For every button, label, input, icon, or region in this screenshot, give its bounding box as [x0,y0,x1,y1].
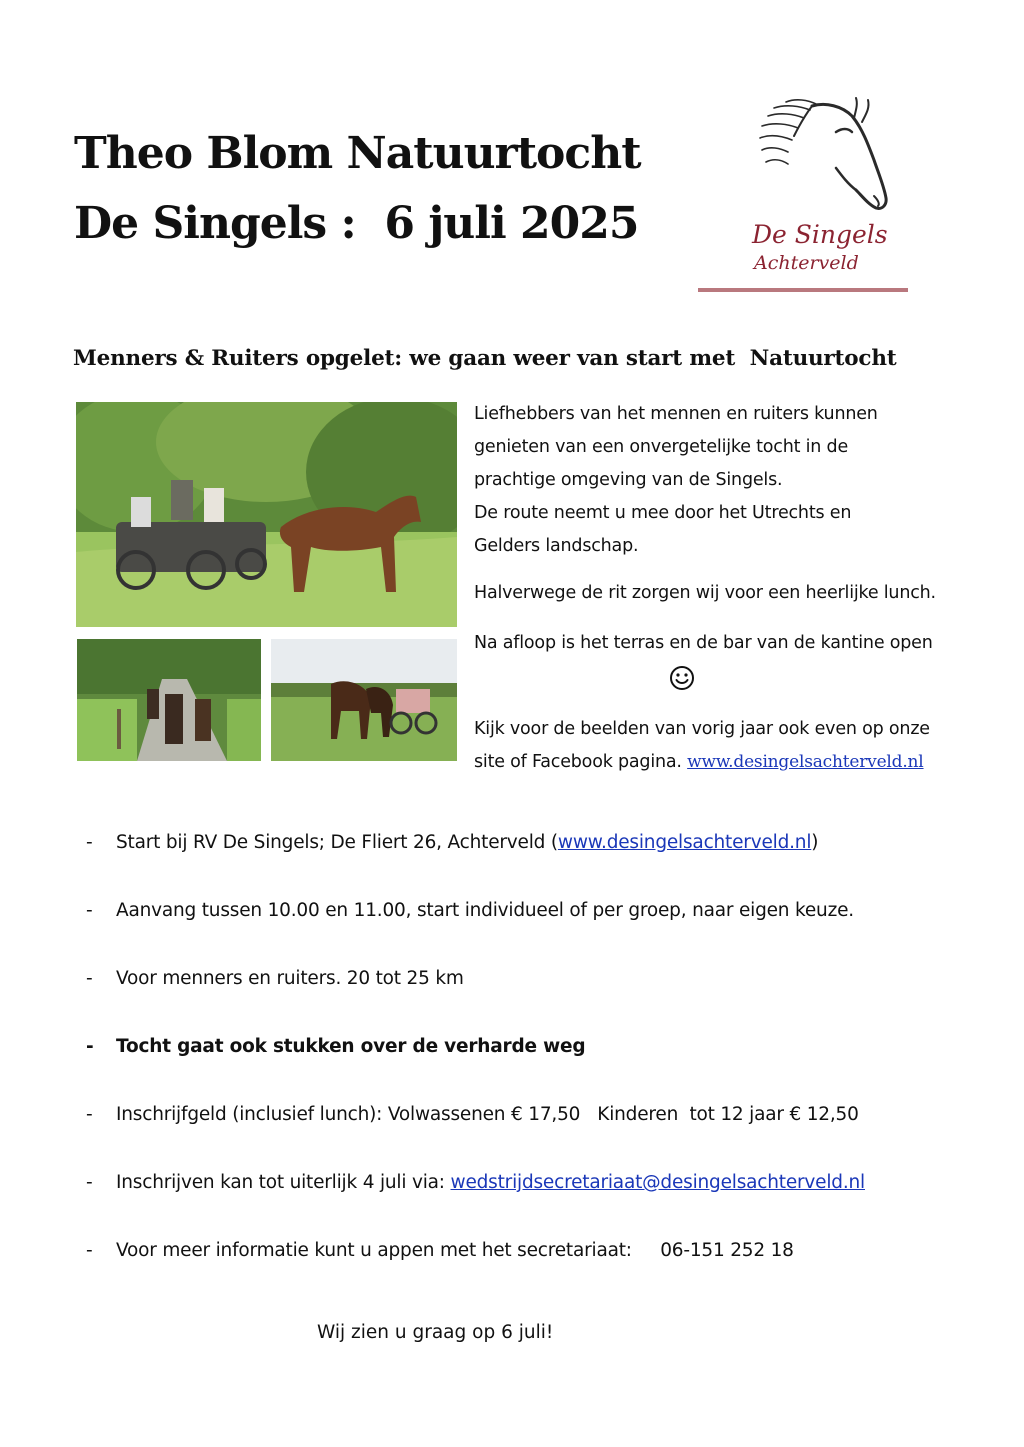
horse-head-icon [696,92,910,222]
start-text: Start bij RV De Singels; De Fliert 26, Achterveld ( [116,832,558,853]
lunch-text: Halverwege de rit zorgen wij voor een heerlijke lunch. [474,583,936,603]
list-dash: - [86,1172,93,1193]
intro-line-1: Liefhebbers van het mennen en ruiters kunnen [474,404,878,424]
intro-paragraph [474,398,878,563]
list-dash: - [86,900,93,921]
intro-line-5: Gelders landschap. [474,536,639,556]
photo-horse-carriage [76,402,457,627]
list-dash: - [86,832,93,853]
start-suffix: ) [811,832,819,853]
inschrijven-text: Inschrijven kan tot uiterlijk 4 juli via: [116,1172,451,1193]
photo-horses-in-field [271,639,457,761]
logo-divider [698,288,908,292]
logo-name: De Singels [752,220,888,249]
title-line-2: De Singels : 6 juli 2025 [74,198,639,249]
list-dash: - [86,1036,94,1057]
photo-riders-on-path [77,639,261,761]
intro-line-2: genieten van een onvergetelijke tocht in de [474,437,849,457]
intro-line-4: De route neemt u mee door het Utrechts en [474,503,852,523]
inschrijfgeld-text: Inschrijfgeld (inclusief lunch): Volwassenen € 17,50 Kinderen tot 12 jaar € 12,50 [116,1104,859,1125]
list-dash: - [86,968,93,989]
voor-text: Voor menners en ruiters. 20 tot 25 km [116,968,464,989]
info-text: Voor meer informatie kunt u appen met het secretariaat: 06-151 252 18 [116,1240,794,1261]
photos-line-1: Kijk voor de beelden van vorig jaar ook even op onze [474,719,930,739]
email-link[interactable]: wedstrijdsecretariaat@desingelsachterveld.nl [450,1172,865,1193]
club-logo [696,92,910,302]
closing-text: Wij zien u graag op 6 juli! [317,1322,554,1343]
logo-place: Achterveld [754,252,859,274]
subtitle: Menners & Ruiters opgelet: we gaan weer van start met Natuurtocht [73,346,897,371]
intro-line-3: prachtige omgeving van de Singels. [474,470,783,490]
website-link[interactable]: www.desingelsachterveld.nl [687,752,924,772]
tocht-text: Tocht gaat ook stukken over de verharde weg [116,1036,586,1057]
afterwards-text: Na afloop is het terras en de bar van de kantine open [474,633,933,653]
aanvang-text: Aanvang tussen 10.00 en 11.00, start individueel of per groep, naar eigen keuze. [116,900,854,921]
photos-line-2 [474,746,930,779]
photos-line-2-text: site of Facebook pagina. [474,752,688,772]
list-dash: - [86,1104,93,1125]
title-line-1: Theo Blom Natuurtocht [74,128,641,179]
start-website-link[interactable]: www.desingelsachterveld.nl [557,832,812,853]
photos-paragraph [474,713,930,779]
smiley-icon [668,664,696,692]
list-dash: - [86,1240,93,1261]
